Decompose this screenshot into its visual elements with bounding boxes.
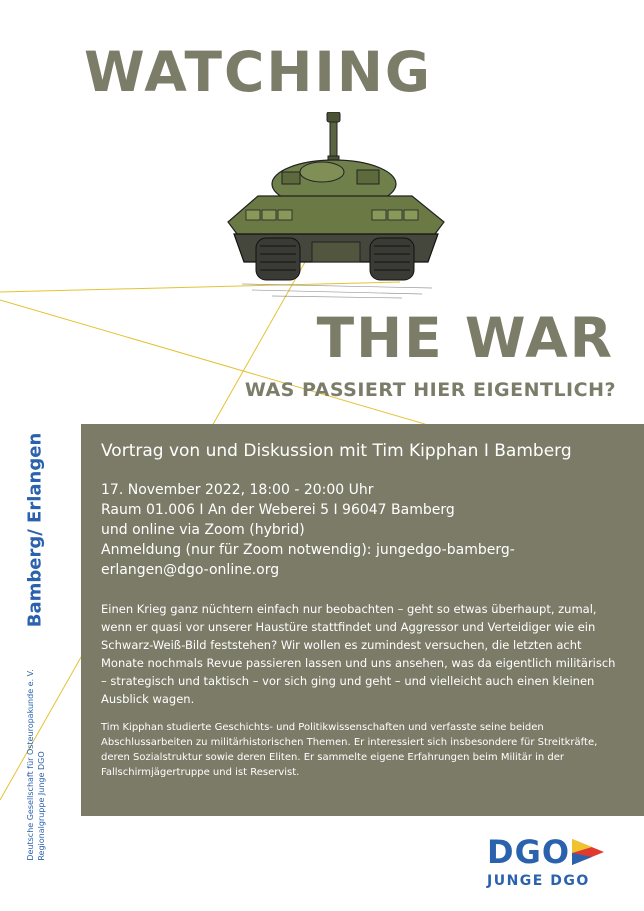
dgo-logo-subtitle: JUNGE DGO [487,873,590,889]
tank-illustration [222,112,450,302]
side-city-label: Bamberg/ Erlangen [24,432,46,628]
event-email: erlangen@dgo-online.org [101,562,280,578]
speaker-bio-paragraph: Tim Kipphan studierte Geschichts- und Politikwissenschaften und verfasste seine beiden Abschlussarbeiten zu militärhistorischen Themen. Er interessiert sich insbesondere für Streitkräfte, deren Sozialstruktur sowie deren Eliten. Er sammelte eigene Erfahrungen beim Militär in der Fallschirmjägertruppe und ist Reservist. [101,722,598,778]
side-org-line2: Regionalgruppe Junge DGO [37,751,46,861]
event-online: und online via Zoom (hybrid) [101,522,305,538]
side-org-label [25,669,47,860]
dgo-logo [487,834,617,889]
title-the-war: THE WAR [316,306,614,370]
description-paragraph: Einen Krieg ganz nüchtern einfach nur beobachten – geht so etwas überhaupt, zumal, wenn er quasi vor unserer Haustüre stattfindet und Aggressor und Verteidiger wie ein Schwarz-Weiß-Bild feststehen? Wir wollen es zumindest versuchen, die letzten acht Monate nochmals Revue passieren lassen und uns ansehen, was da eigentlich militärisch – strategisch und taktisch – vor sich ging und geht – und vielleicht auch einen kleinen Ausblick wagen. [101,602,616,706]
event-room: Raum 01.006 I An der Weberei 5 I 96047 Bamberg [101,502,455,518]
event-details [101,480,624,580]
title-watching: WATCHING [84,40,433,104]
subtitle: WAS PASSIERT HIER EIGENTLICH? [244,379,616,401]
side-org-line1: Deutsche Gesellschaft für Osteuropakunde e. V. [26,669,35,861]
dgo-logo-text: DGO [487,833,571,871]
event-date: 17. November 2022, 18:00 - 20:00 Uhr [101,482,374,498]
event-registration: Anmeldung (nur für Zoom notwendig): jungedgo-bamberg- [101,542,515,558]
flag-icon [570,835,606,869]
event-heading: Vortrag von und Diskussion mit Tim Kipphan I Bamberg [101,441,572,461]
event-info-panel [81,424,644,816]
